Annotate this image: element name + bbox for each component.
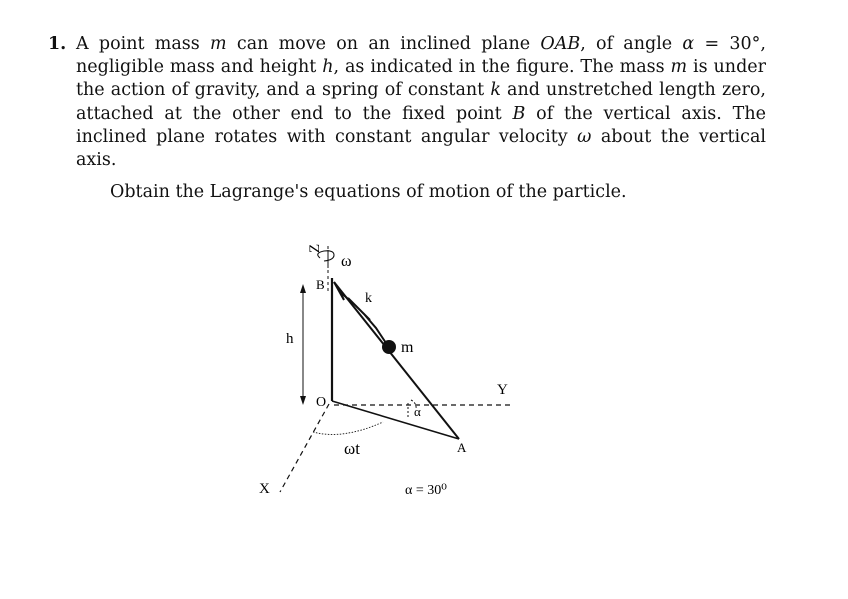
- base-edge-oa: [332, 401, 459, 439]
- mass-label: m: [401, 339, 414, 356]
- rotation-angle-arc: [313, 422, 383, 434]
- height-label: h: [286, 331, 294, 347]
- math-symbol: h: [322, 57, 334, 78]
- text-run: is under the action of gravity, and a spring of constant: [76, 57, 767, 101]
- text-run: and unstretched length zero, attached at the other end to the fixed point: [76, 80, 766, 124]
- text-run: about the vertical axis.: [76, 126, 766, 171]
- text-run: , as indicated in the figure. The mass: [333, 57, 671, 78]
- math-symbol: k: [490, 80, 501, 101]
- height-arrow-bottom-icon: [300, 396, 306, 405]
- math-symbol: OAB: [540, 34, 581, 54]
- y-axis-label: Y: [497, 382, 508, 398]
- alpha-label: α: [414, 404, 421, 419]
- z-axis-label: Z: [307, 243, 323, 253]
- math-symbol: m: [210, 34, 227, 54]
- angle-caption: α = 30⁰: [405, 483, 447, 498]
- omega-label: ω: [341, 253, 352, 270]
- text-run: = 30°, negligible mass and height: [76, 34, 766, 78]
- text-run: A point mass: [76, 34, 211, 54]
- height-arrow-top-icon: [300, 284, 306, 293]
- text-run: can move on an inclined plane: [226, 34, 541, 54]
- point-b-label: B: [316, 277, 325, 292]
- math-symbol: α: [682, 34, 695, 54]
- task-instruction: Obtain the Lagrange's equations of motion of the particle.: [110, 182, 627, 202]
- x-axis-label: X: [259, 481, 270, 497]
- math-symbol: m: [670, 57, 688, 78]
- incline-edge-ba: [334, 282, 459, 439]
- x-axis: [280, 404, 329, 492]
- spring-constant-label: k: [365, 291, 372, 306]
- text-run: , of angle: [580, 34, 683, 54]
- text-run: of the vertical axis. The inclined plane rotates with constant angular velocity: [76, 103, 766, 147]
- math-symbol: ω: [577, 126, 592, 147]
- rotation-arrow-icon: [318, 251, 334, 261]
- omega-t-label: ωt: [344, 439, 360, 458]
- point-mass: [382, 340, 396, 354]
- origin-o-label: O: [316, 395, 327, 410]
- problem-number: 1.: [48, 34, 67, 54]
- point-a-label: A: [457, 440, 467, 455]
- math-symbol: B: [512, 103, 526, 124]
